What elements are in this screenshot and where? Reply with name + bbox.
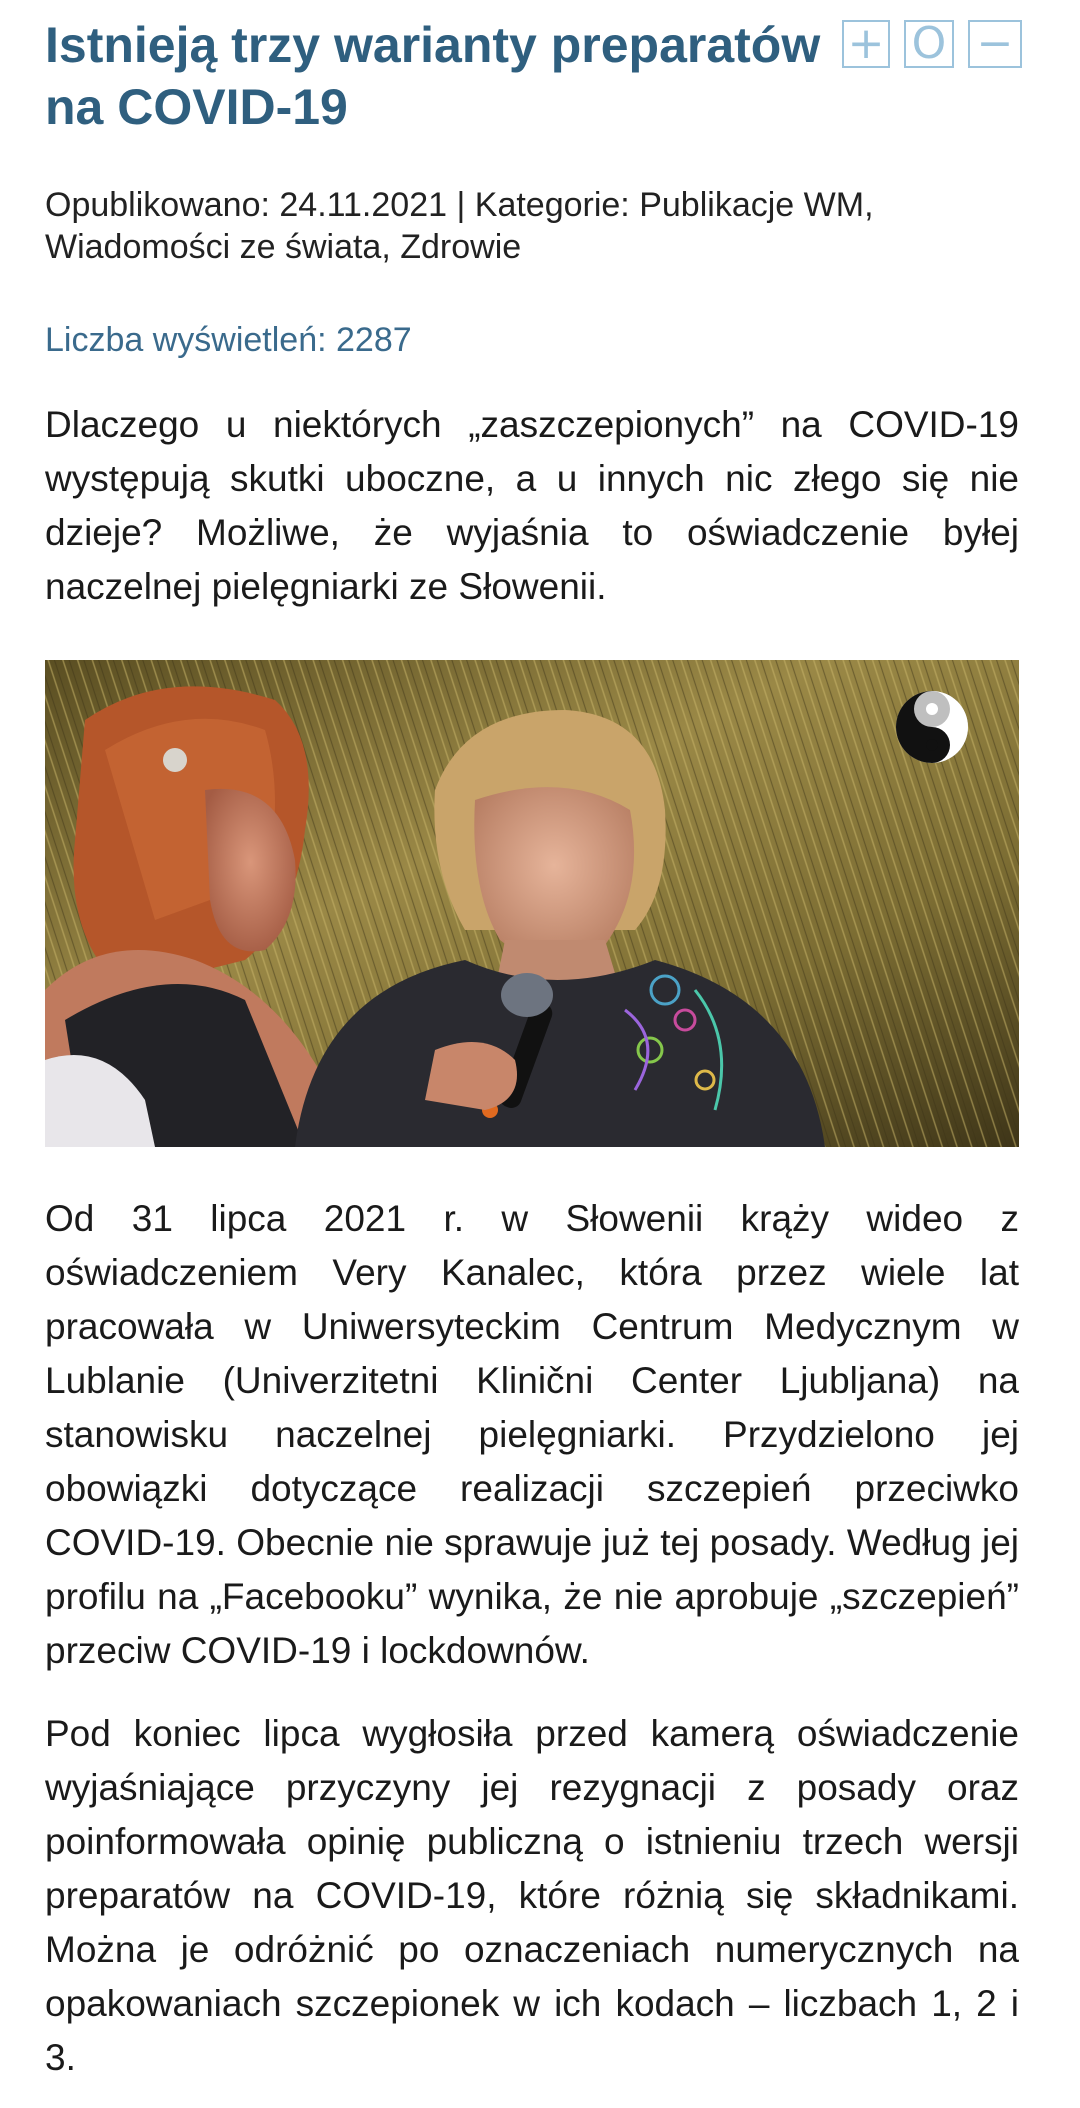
font-size-controls [842,20,1022,68]
meta-separator: | [447,186,475,224]
category-link-publikacje[interactable]: Publikacje WM [639,186,865,224]
increase-font-button[interactable]: + [842,20,890,68]
view-count-label: Liczba wyświetleń: [45,321,337,359]
yin-yang-logo-icon [895,690,969,764]
article-meta: Opublikowano: 24.11.2021 | Kategorie: Publikacje WM, Wiadomości ze świata, Zdrowie [45,186,874,266]
view-count [45,318,412,362]
decrease-font-button[interactable]: − [968,20,1022,68]
reset-font-button[interactable]: O [904,20,954,68]
categories-label: Kategorie: [474,186,640,224]
published-label: Opublikowano: [45,186,280,224]
article-photo-illustration [45,660,1019,1147]
article-paragraph-2: Od 31 lipca 2021 r. w Słowenii krąży wideo z oświadczeniem Very Kanalec, która przez wiele lat pracowała w Uniwersyteckim Centrum Medycznym w Lublanie (Univerzitetni Klinični Center Ljubljana) na stanowisku naczelnej pielęgniarki. Przydzielono jej obowiązki dotyczące realizacji szczepień przeciwko COVID-19. Obecnie nie sprawuje już tej posady. Według jej profilu na „Facebooku” wynika, że nie aprobuje „szczepień” przeciw COVID-19 i lockdownów. [45,1198,1019,1671]
article-paragraph-3: Pod koniec lipca wygłosiła przed kamerą oświadczenie wyjaśniające przyczyny jej rezygnacji z posady oraz poinformowała opinię publiczną o istnieniu trzech wersji preparatów na COVID-19, które różnią się składnikami. Można je odróżnić po oznaczeniach numerycznych na opakowaniach szczepionek w ich kodach – liczbach 1, 2 i 3. [45,1713,1019,2078]
article-title: Istnieją trzy warianty preparatów na COVID-19 [45,17,821,135]
article-lead-paragraph: Dlaczego u niektórych „zaszczepionych” na COVID-19 występują skutki uboczne, a u innych nic złego się nie dzieje? Możliwe, że wyjaśnia to oświadczenie byłej naczelnej pielęgniarki ze Słowenii. [45,404,1019,607]
view-count-value: 2287 [336,321,412,359]
category-link-zdrowie[interactable]: Zdrowie [400,228,522,266]
category-link-wiadomosci[interactable]: Wiadomości ze świata [45,228,382,266]
published-date: 24.11.2021 [279,186,448,224]
article-photo [45,660,1019,1147]
